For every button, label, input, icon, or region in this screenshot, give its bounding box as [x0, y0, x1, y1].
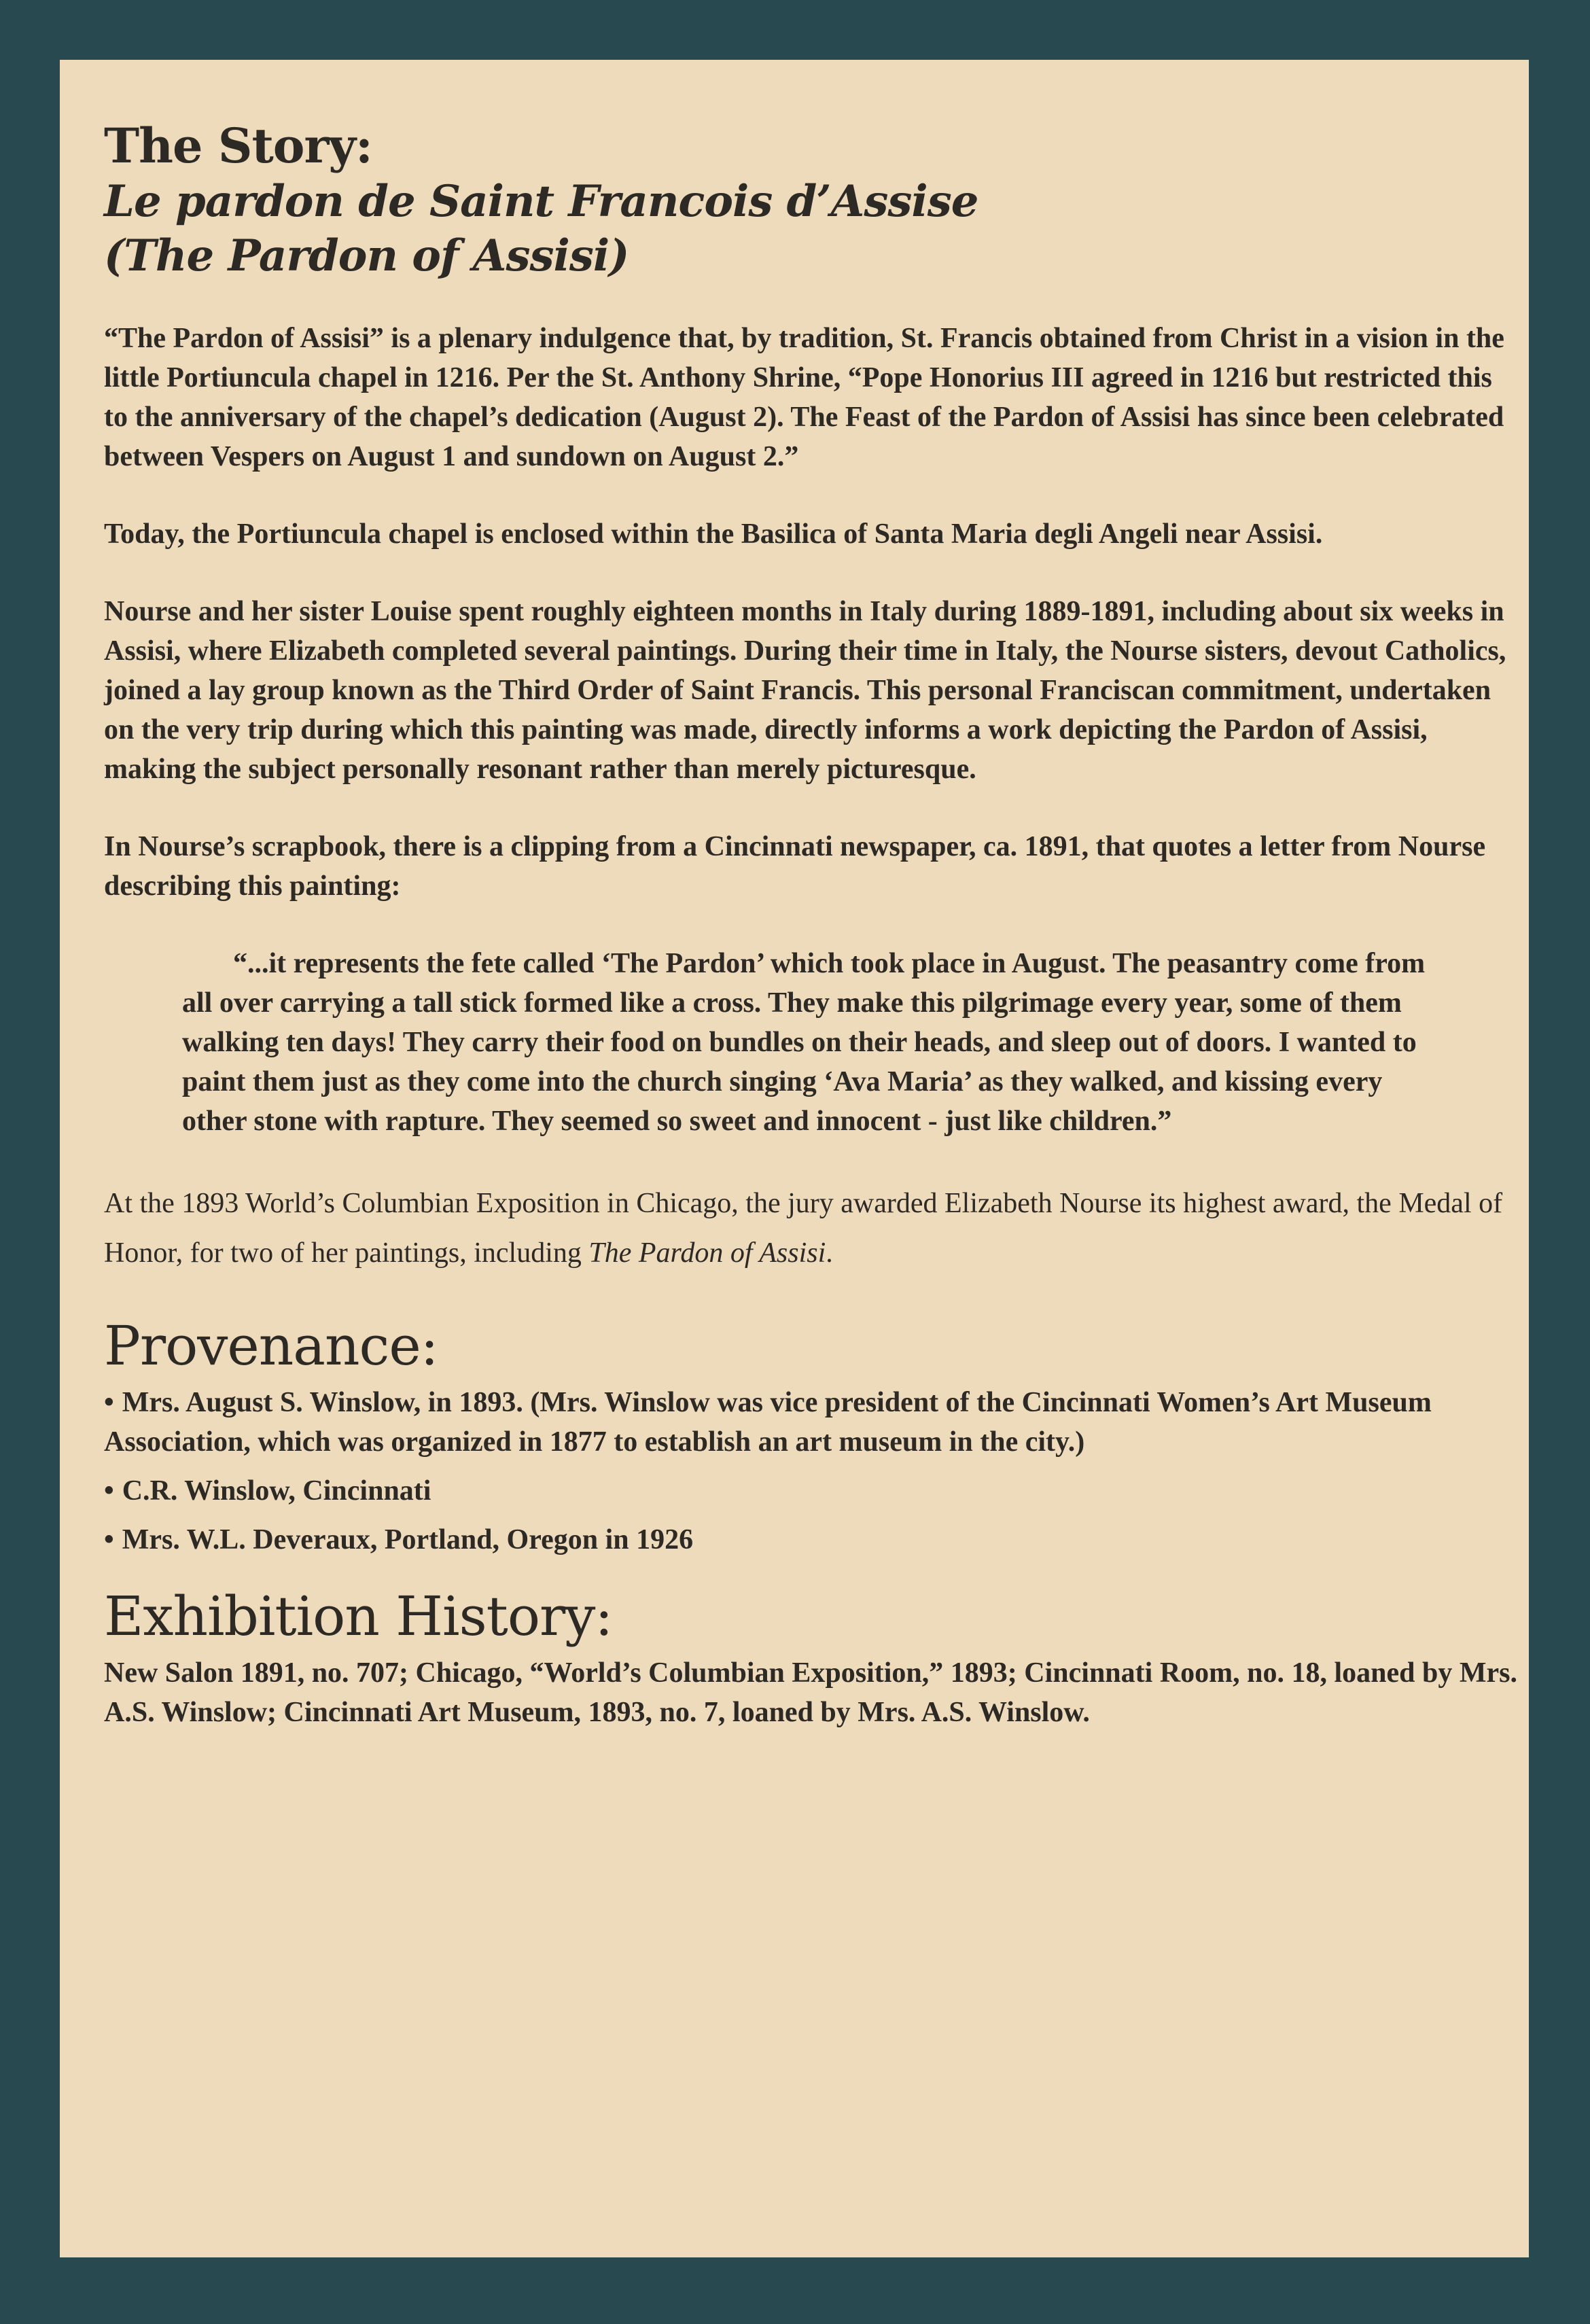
paragraph-scrapbook: In Nourse’s scrapbook, there is a clipping from a Cincinnati newspaper, ca. 1891, that quotes a letter from Nourse describing this painting: — [104, 831, 1486, 902]
award-end: . — [826, 1237, 833, 1269]
provenance-item-text: C.R. Winslow, Cincinnati — [122, 1475, 431, 1507]
paragraph-award — [104, 1179, 1517, 1278]
bullet: • — [104, 1387, 114, 1418]
exhibition-heading: Exhibition History: — [104, 1585, 613, 1648]
document-content — [104, 118, 1517, 1732]
bullet: • — [104, 1524, 114, 1555]
story-heading: The Story: — [104, 118, 372, 174]
provenance-heading: Provenance: — [104, 1314, 438, 1377]
paragraph-portiuncula: Today, the Portiuncula chapel is enclosed within the Basilica of Santa Maria degli Angeli near Assisi. — [104, 518, 1323, 550]
award-text: At the 1893 World’s Columbian Exposition in Chicago, the jury awarded Elizabeth Nourse its highest award, the Medal of Honor, for two of her paintings, including — [104, 1188, 1503, 1269]
provenance-item — [104, 1471, 1517, 1511]
letter-quote: “...it represents the fete called ‘The Pardon’ which took place in August. The peasantry come from all over carrying a tall stick formed like a cross. They make this pilgrimage every year, some of them walking ten days! They carry their food on bundles on their heads, and sleep out of doors. I wanted to paint them just as they come into the church singing ‘Ava Maria’ as they walked, and kissing every other stone with rapture. They seemed so sweet and innocent - just like children.” — [182, 948, 1426, 1137]
provenance-item — [104, 1520, 1517, 1560]
bullet: • — [104, 1475, 114, 1507]
paragraph-nourse-italy: Nourse and her sister Louise spent roughly eighteen months in Italy during 1889-1891, including about six weeks in Assisi, where Elizabeth completed several paintings. During their time in Italy, the Nourse sisters, devout Catholics, joined a lay group known as the Third Order of Saint Francis. This personal Franciscan commitment, undertaken on the very trip during which this painting was made, directly informs a work depicting the Pardon of Assisi, making the subject personally resonant rather than merely picturesque. — [104, 596, 1506, 785]
document-panel — [60, 60, 1529, 2257]
provenance-item — [104, 1383, 1517, 1462]
award-painting-title: The Pardon of Assisi — [588, 1237, 826, 1269]
story-titles — [104, 118, 1517, 283]
provenance-list — [104, 1383, 1517, 1560]
provenance-item-text: Mrs. W.L. Deveraux, Portland, Oregon in 1926 — [122, 1524, 694, 1555]
exhibition-text: New Salon 1891, no. 707; Chicago, “World’s Columbian Exposition,” 1893; Cincinnati Room, no. 18, loaned by Mrs. A.S. Winslow; Cincinnati Art Museum, 1893, no. 7, loaned by Mrs. A.S. Winslow. — [104, 1657, 1518, 1728]
story-title-english: (The Pardon of Assisi) — [104, 230, 629, 281]
paragraph-indulgence: “The Pardon of Assisi” is a plenary indulgence that, by tradition, St. Francis obtained from Christ in a vision in the little Portiuncula chapel in 1216. Per the St. Anthony Shrine, “Pope Honorius III agreed in 1216 but restricted this to the anniversary of the chapel’s dedication (August 2). The Feast of the Pardon of Assisi has since been celebrated between Vespers on August 1 and sundown on August 2.” — [104, 323, 1504, 472]
story-title-french: Le pardon de Saint Francois d’Assise — [104, 176, 978, 227]
provenance-item-text: Mrs. August S. Winslow, in 1893. (Mrs. Winslow was vice president of the Cincinnati Women’s Art Museum Association, which was organized in 1877 to establish an art museum in the city.) — [104, 1387, 1432, 1458]
